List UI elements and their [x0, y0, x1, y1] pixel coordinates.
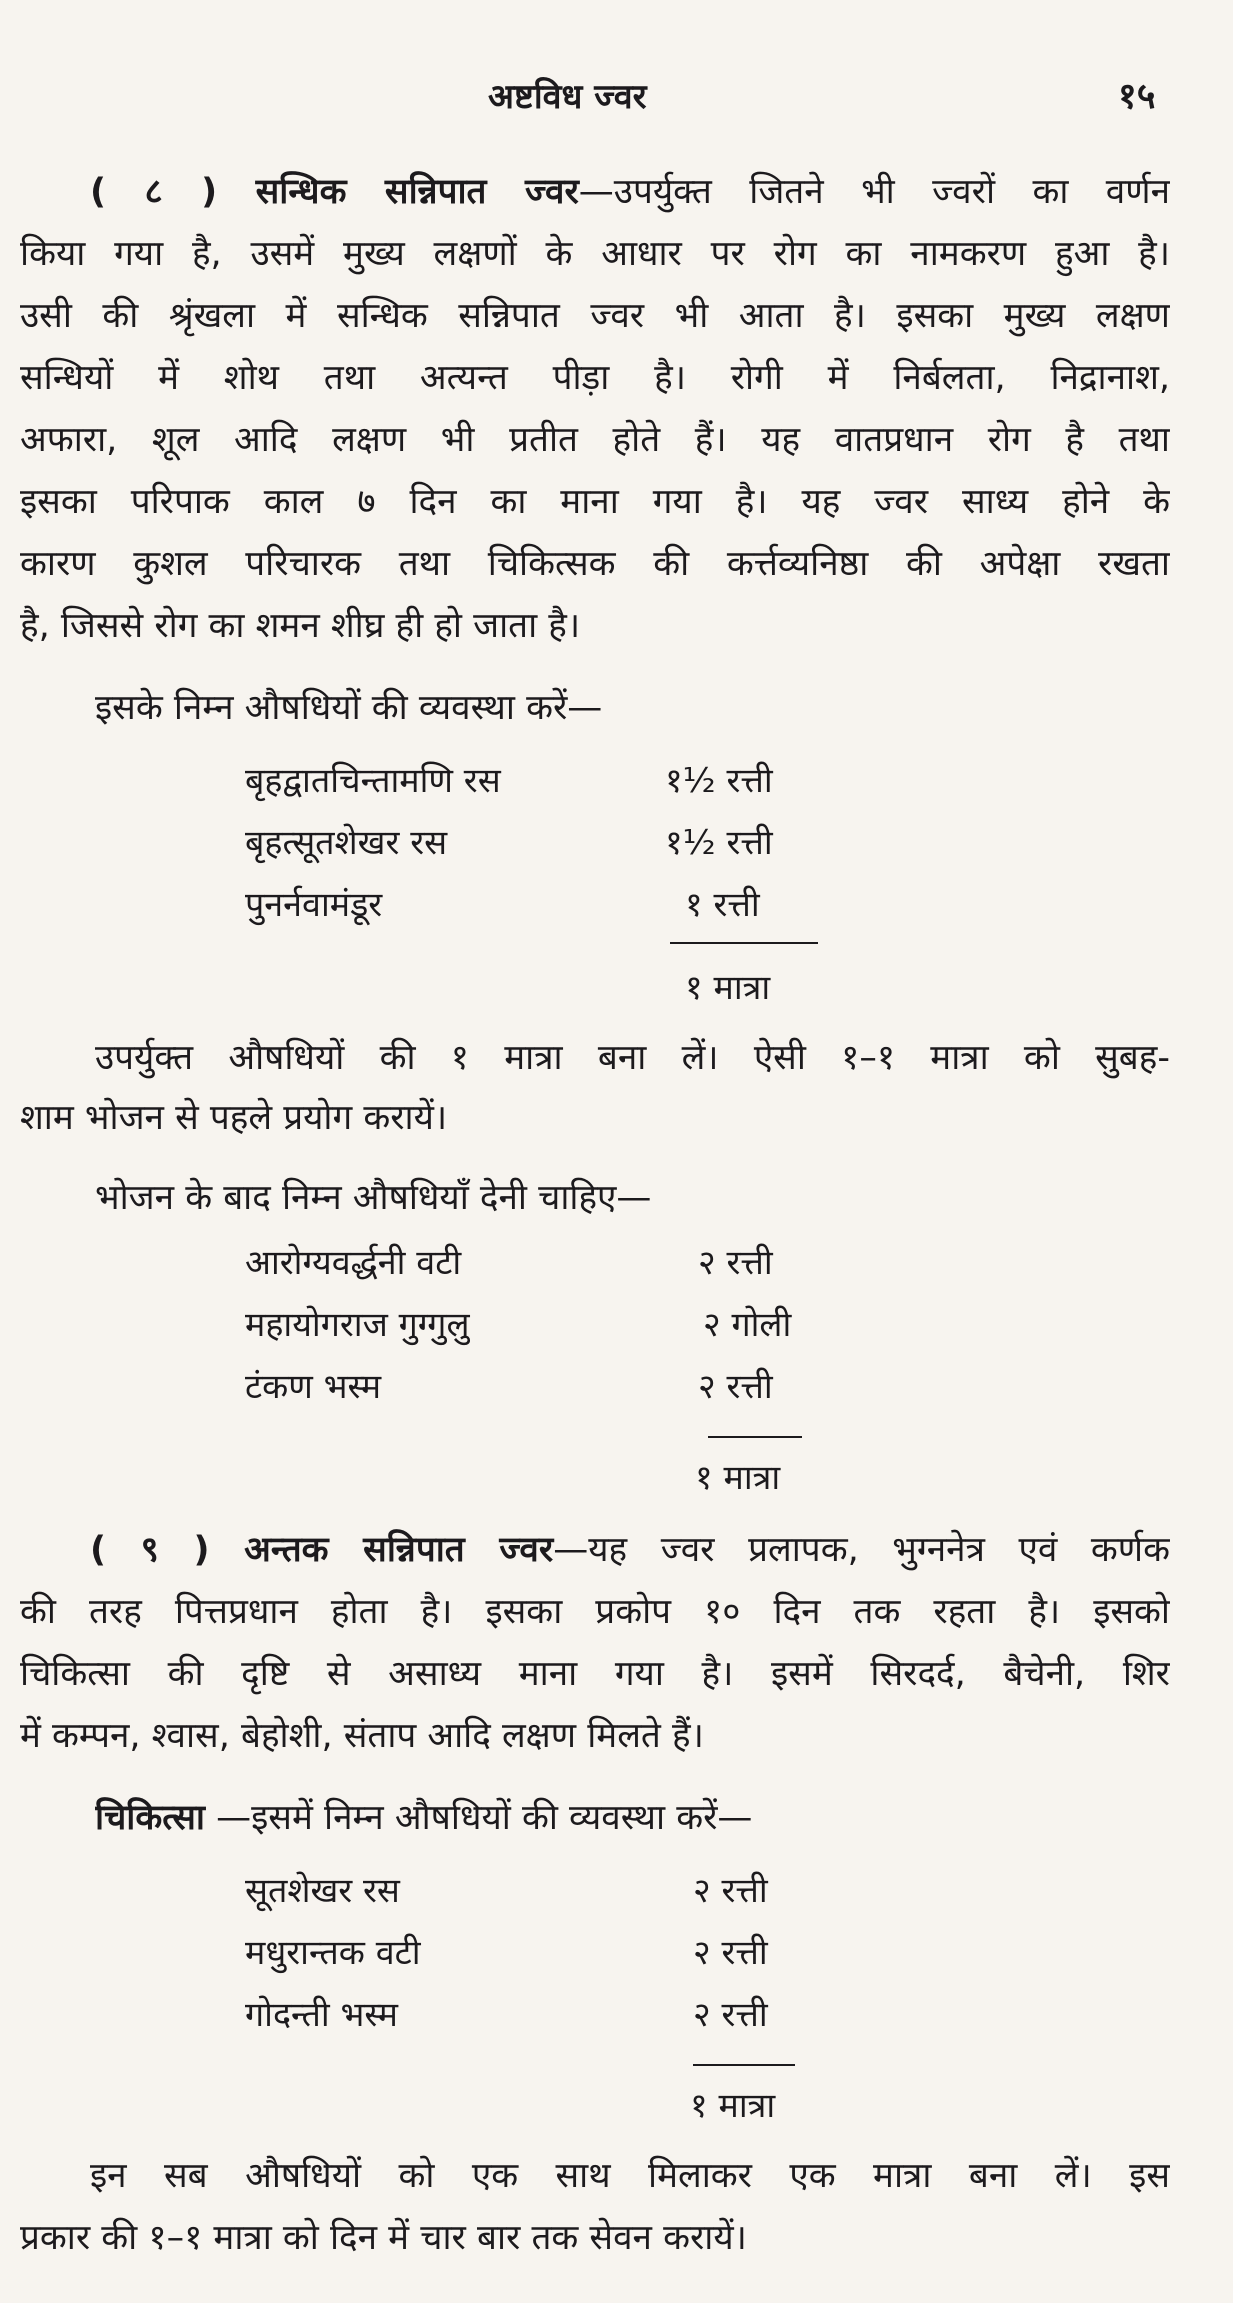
rx2-item-name: महायोगराज गुग्गुलु — [245, 1305, 470, 1345]
rx1-row — [245, 750, 845, 812]
section-8-first-line — [90, 164, 1170, 220]
section-8-line-7: है, जिससे रोग का शमन शीघ्र ही हो जाता है। — [20, 606, 581, 646]
section-8-line-5: इसका परिपाक काल ७ दिन का माना गया है। यह ज्वर साध्य होने के — [20, 482, 1170, 522]
rx2-row — [245, 1232, 845, 1294]
rx1-item-name: बृहत्सूतशेखर रस — [245, 823, 448, 863]
rx2-item-dose: २ रत्ती — [698, 1367, 773, 1407]
closing-line-0: इन सब औषधियों को एक साथ मिलाकर एक मात्रा बना लें। इस — [90, 2156, 1170, 2196]
rx1-total: १ मात्रा — [685, 968, 771, 1008]
rx3-item-name: सूतशेखर रस — [245, 1871, 400, 1911]
rx3-item-name: गोदन्ती भस्म — [245, 1995, 398, 2035]
rx3-row — [245, 1860, 845, 1922]
rx1-row — [245, 812, 845, 874]
rx3-row — [245, 1984, 845, 2046]
section-9-first-line — [90, 1522, 1170, 1578]
treatment-intro: —इसमें निम्न औषधियों की व्यवस्था करें— — [204, 1798, 753, 1838]
rx2-table — [245, 1232, 845, 1418]
rx1-intro: इसके निम्न औषधियों की व्यवस्था करें— — [95, 688, 603, 728]
page-header — [0, 72, 1233, 122]
treatment-line — [95, 1790, 1170, 1846]
rx3-item-dose: २ रत्ती — [693, 1995, 768, 2035]
rx3-total: १ मात्रा — [690, 2086, 776, 2126]
section-9-line-1: की तरह पित्तप्रधान होता है। इसका प्रकोप १० दिन तक रहता है। इसको — [20, 1592, 1170, 1632]
rx3-row — [245, 1922, 845, 1984]
section-8-line-0: —उपर्युक्त जितने भी ज्वरों का वर्णन — [578, 172, 1170, 212]
rx2-total-rule — [708, 1436, 802, 1438]
rx2-item-name: आरोग्यवर्द्धनी वटी — [245, 1243, 462, 1283]
section-8-line-6: कारण कुशल परिचारक तथा चिकित्सक की कर्त्तव्यनिष्ठा की अपेक्षा रखता — [20, 544, 1170, 584]
after-rx1-line-0: उपर्युक्त औषधियों की १ मात्रा बना लें। ऐसी १–१ मात्रा को सुबह- — [95, 1038, 1170, 1078]
section-8-line-2: उसी की श्रृंखला में सन्धिक सन्निपात ज्वर भी आता है। इसका मुख्य लक्षण — [20, 296, 1170, 336]
section-9-heading: ( ९ ) अन्तक सन्निपात ज्वर — [90, 1530, 554, 1570]
rx2-total: १ मात्रा — [695, 1458, 781, 1498]
section-8-heading: ( ८ ) सन्धिक सन्निपात ज्वर — [90, 172, 579, 212]
rx3-item-name: मधुरान्तक वटी — [245, 1933, 421, 1973]
rx1-row — [245, 874, 845, 936]
rx1-table — [245, 750, 845, 936]
rx2-item-dose: २ गोली — [703, 1305, 792, 1345]
rx1-item-dose: १½ रत्ती — [665, 761, 773, 801]
rx2-intro: भोजन के बाद निम्न औषधियाँ देनी चाहिए— — [95, 1178, 652, 1218]
section-8-line-1: किया गया है, उसमें मुख्य लक्षणों के आधार पर रोग का नामकरण हुआ है। — [20, 234, 1170, 274]
rx1-item-name: बृहद्वातचिन्तामणि रस — [245, 761, 501, 801]
page-number: १५ — [1118, 76, 1156, 117]
rx1-item-dose: १½ रत्ती — [665, 823, 773, 863]
section-9-line-0: —यह ज्वर प्रलापक, भुग्ननेत्र एवं कर्णक — [553, 1530, 1170, 1570]
rx3-total-rule — [693, 2064, 795, 2066]
rx3-table — [245, 1860, 845, 2046]
section-8-line-4: अफारा, शूल आदि लक्षण भी प्रतीत होते हैं। यह वातप्रधान रोग है तथा — [20, 420, 1170, 460]
rx3-item-dose: २ रत्ती — [693, 1871, 768, 1911]
after-rx1-line-1: शाम भोजन से पहले प्रयोग करायें। — [20, 1098, 448, 1138]
section-9-line-3: में कम्पन, श्वास, बेहोशी, संताप आदि लक्षण मिलते हैं। — [20, 1716, 704, 1756]
rx2-item-name: टंकण भस्म — [245, 1367, 382, 1407]
rx2-row — [245, 1294, 845, 1356]
treatment-label: चिकित्सा — [95, 1798, 205, 1838]
rx1-total-rule — [670, 942, 818, 944]
rx1-item-name: पुनर्नवामंडूर — [245, 885, 383, 925]
rx3-item-dose: २ रत्ती — [693, 1933, 768, 1973]
rx2-row — [245, 1356, 845, 1418]
section-9-line-2: चिकित्सा की दृष्टि से असाध्य माना गया है। इसमें सिरदर्द, बैचेनी, शिर — [20, 1654, 1170, 1694]
closing-line-1: प्रकार की १–१ मात्रा को दिन में चार बार तक सेवन करायें। — [20, 2218, 747, 2258]
running-title: अष्टविध ज्वर — [488, 77, 647, 117]
rx2-item-dose: २ रत्ती — [698, 1243, 773, 1283]
rx1-item-dose: १ रत्ती — [685, 885, 760, 925]
section-8-line-3: सन्धियों में शोथ तथा अत्यन्त पीड़ा है। रोगी में निर्बलता, निद्रानाश, — [20, 358, 1170, 398]
